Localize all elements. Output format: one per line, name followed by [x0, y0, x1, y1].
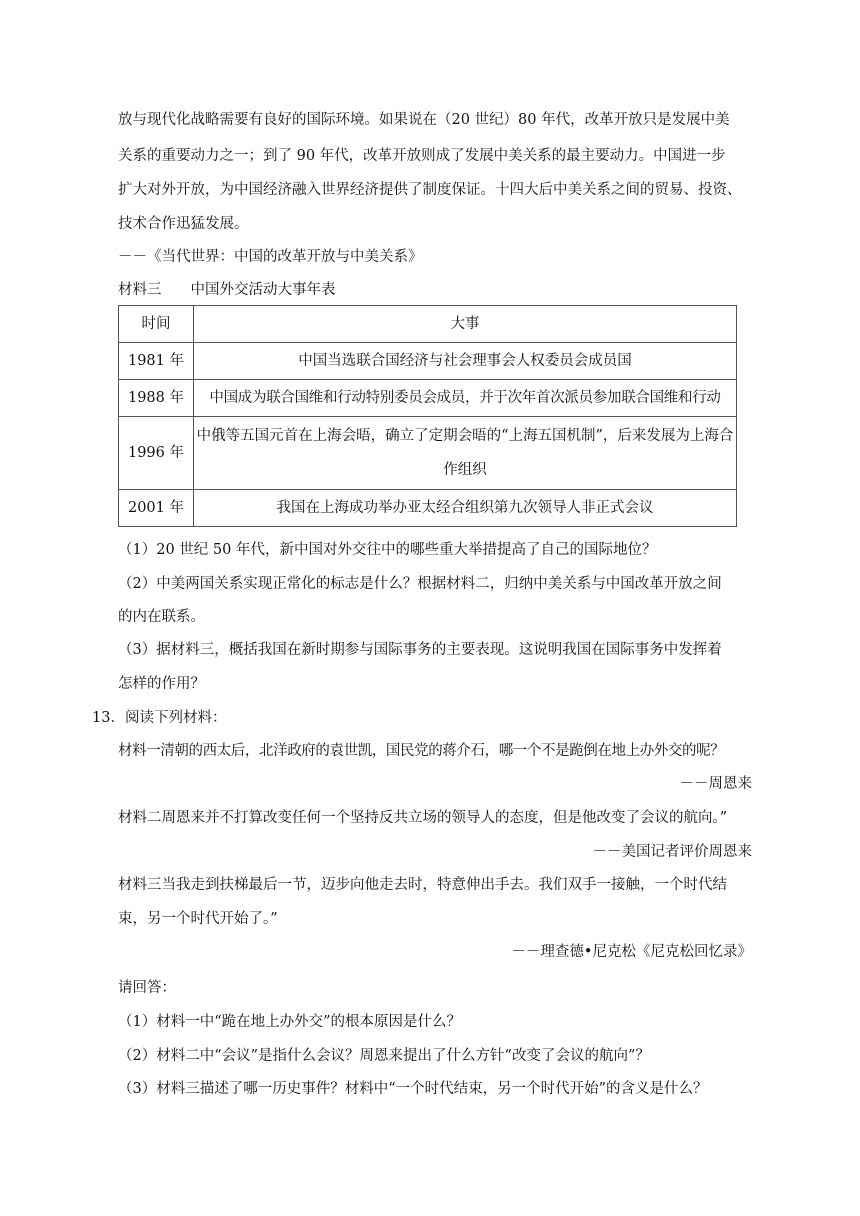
material2-line-1: 放与现代化战略需要有良好的国际环境。如果说在（20 世纪）80 年代，改革开放只是发展中美: [118, 112, 730, 128]
material2-source: －－《当代世界：中国的改革开放与中美关系》: [118, 249, 423, 265]
material2-line-3: 扩大对外开放，为中国经济融入世界经济提供了制度保证。十四大后中美关系之间的贸易、投资、: [118, 182, 742, 198]
q13-material1: 材料一清朝的西太后，北洋政府的袁世凯，国民党的蒋介石，哪一个不是跪倒在地上办外交的呢？: [118, 743, 725, 759]
q13-sub2: （2）材料二中“会议”是指什么会议？周恩来提出了什么方针“改变了会议的航向”？: [118, 1048, 650, 1064]
q13-material3-line1: 材料三当我走到扶梯最后一节，迈步向他走去时，特意伸出手去。我们双手一接触，一个时代结: [118, 877, 727, 893]
diplomacy-events-table: [118, 305, 737, 527]
q13-material2-source: －－美国记者评价周恩来: [592, 844, 752, 860]
q13-prompt: 请回答：: [118, 980, 176, 996]
material2-line-4: 技术合作迅猛发展。: [118, 216, 249, 232]
q12-sub3-line1: （3）据材料三，概括我国在新时期参与国际事务的主要表现。这说明我国在国际事务中发挥着: [118, 642, 722, 658]
table-row: [119, 343, 737, 380]
material2-line-2: 关系的重要动力之一；到了 90 年代，改革开放则成了发展中美关系的最主要动力。中国进一步: [118, 148, 726, 164]
q13-heading: 13．阅读下列材料：: [92, 710, 227, 726]
row-time: 1996 年: [119, 417, 194, 490]
table-row: [119, 417, 737, 490]
table-row: [119, 380, 737, 417]
table-row: [119, 490, 737, 527]
row-event: 中国当选联合国经济与社会理事会人权委员会成员国: [194, 343, 737, 380]
row-event: 中国成为联合国维和行动特别委员会成员，并于次年首次派员参加联合国维和行动: [194, 380, 737, 417]
header-time: 时间: [119, 306, 194, 343]
row-time: 1981 年: [119, 343, 194, 380]
row-event: 我国在上海成功举办亚太经合组织第九次领导人非正式会议: [194, 490, 737, 527]
header-event: 大事: [194, 306, 737, 343]
q13-sub1: （1）材料一中“跪在地上办外交”的根本原因是什么？: [118, 1014, 462, 1030]
q12-sub1: （1）20 世纪 50 年代，新中国对外交往中的哪些重大举措提高了自己的国际地位？: [118, 542, 657, 558]
material3-title: 材料三 中国外交活动大事年表: [118, 282, 336, 298]
q12-sub2-line1: （2）中美两国关系实现正常化的标志是什么？根据材料二，归纳中美关系与中国改革开放之间: [118, 576, 722, 592]
q13-material3-source: －－理查德•尼克松《尼克松回忆录》: [511, 944, 752, 960]
q12-sub3-line2: 怎样的作用？: [118, 676, 205, 692]
q13-material1-source: －－周恩来: [679, 776, 752, 792]
row-time: 2001 年: [119, 490, 194, 527]
q13-material2: 材料二周恩来并不打算改变任何一个坚持反共立场的领导人的态度，但是他改变了会议的航向。”: [118, 810, 728, 826]
q13-sub3: （3）材料三描述了哪一历史事件？材料中“一个时代结束，另一个时代开始”的含义是什么？: [118, 1081, 708, 1097]
row-event: 中俄等五国元首在上海会晤，确立了定期会晤的“上海五国机制”，后来发展为上海合作组织: [194, 417, 737, 490]
q13-material3-line2: 束，另一个时代开始了。”: [118, 911, 278, 927]
table-header-row: [119, 306, 737, 343]
q12-sub2-line2: 的内在联系。: [118, 609, 205, 625]
row-time: 1988 年: [119, 380, 194, 417]
